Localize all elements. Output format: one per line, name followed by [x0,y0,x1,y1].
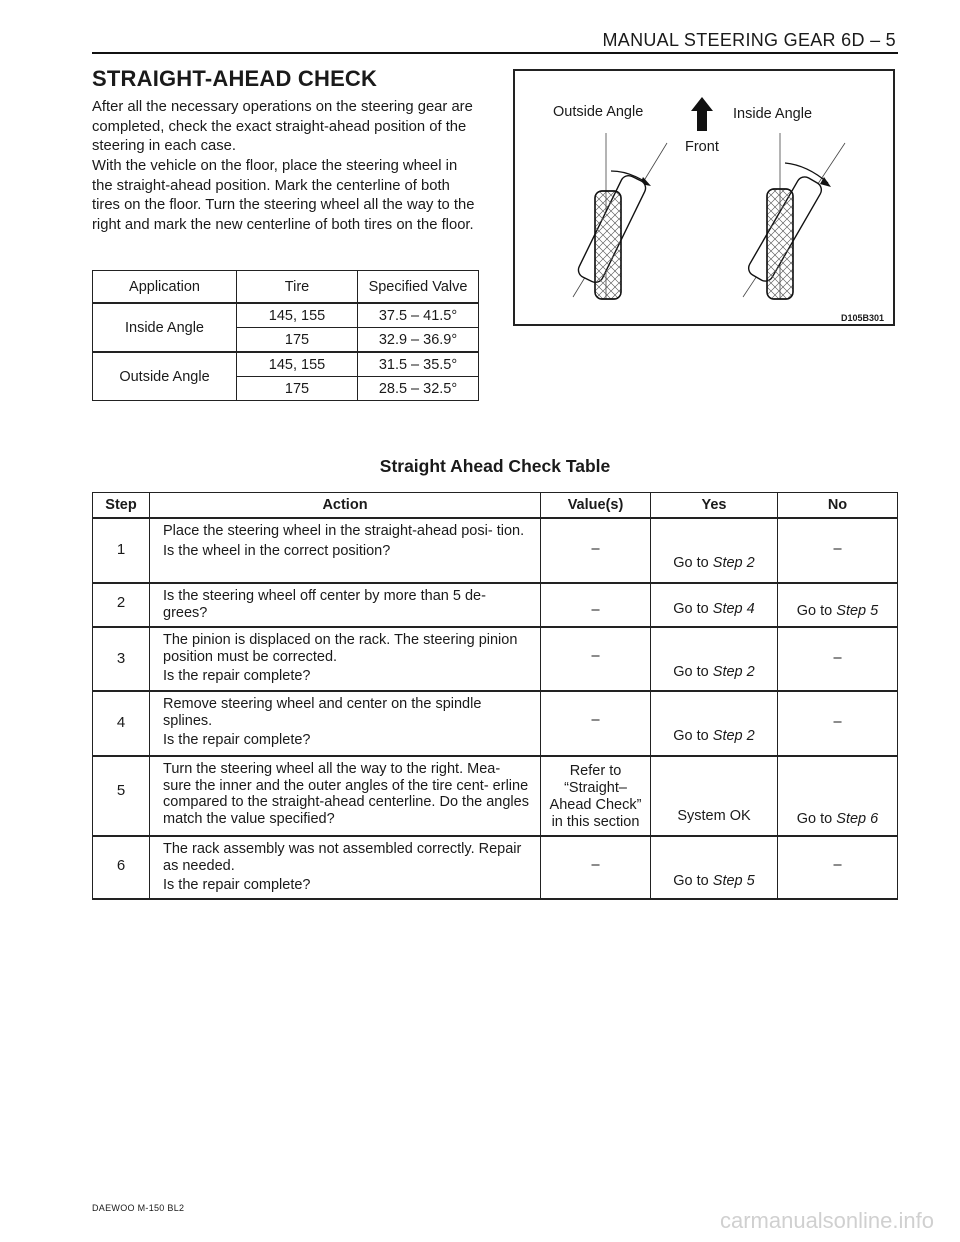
action-cell [150,691,541,756]
no-cell [778,583,898,627]
value-text: – [591,648,600,664]
yes-cell [651,583,778,627]
action-question: Is the repair complete? [163,732,311,748]
spec-value: 28.5 – 32.5° [358,377,479,401]
spec-application-inside: Inside Angle [93,303,237,352]
no-cell [778,836,898,899]
table-row [93,756,898,836]
action-question: Is the wheel in the correct position? [163,542,391,559]
action-question: Is the repair complete? [163,668,311,684]
spec-application-outside: Outside Angle [93,352,237,401]
header-yes: Yes [651,493,778,519]
spec-row [93,352,479,377]
yes-prefix: Go to [673,728,713,744]
action-text: Place the steering wheel in the straight-ahead posi- tion. [163,523,525,539]
no-cell [778,756,898,836]
table-row [93,518,898,583]
no-step-link[interactable]: Step 6 [836,811,879,827]
spec-tire: 175 [237,377,358,401]
header-divider [92,52,898,54]
header-action: Action [150,493,541,519]
action-text: The pinion is displaced on the rack. The steering pinion position must be corrected. [163,632,518,665]
intro-paragraph: After all the necessary operations on the steering gear are completed, check the exact straight-ahead position of the steering in each case. [92,99,473,154]
action-text: Turn the steering wheel all the way to the right. Mea- sure the inner and the outer angles of the tire cent- erline compared to the straight-ahead centerline. Do the angles match the value specified? [163,761,529,827]
action-text: Remove steering wheel and center on the spindle splines. [163,696,482,729]
no-step: – [833,541,842,557]
step-number: 5 [116,782,126,799]
section-title: STRAIGHT-AHEAD CHECK [92,66,378,91]
inside-angle-label: Inside Angle [733,106,813,122]
values-cell [541,627,651,691]
action-cell [150,756,541,836]
procedure-paragraph: With the vehicle on the floor, place the steering wheel in the straight-ahead position. Mark the centerline of both tires on the floor. Turn the steering wheel all the way to the right and mark the new centerline of both tires on the floor. [92,158,475,233]
spec-tire: 175 [237,328,358,353]
values-cell [541,691,651,756]
value-text: – [591,712,600,728]
yes-step-link[interactable]: Step 2 [712,555,755,571]
no-step: – [833,857,842,873]
yes-prefix: Go to [673,873,713,889]
action-cell [150,627,541,691]
yes-prefix: Go to [673,601,713,617]
spec-header-tire: Tire [237,271,358,304]
value-text: – [591,541,600,557]
table-row [93,583,898,627]
check-table-header [93,493,898,519]
inside-tire-graphic [743,133,845,299]
yes-step-link[interactable]: Step 2 [712,664,755,680]
table-row [93,836,898,899]
figure-code: D105B301 [841,313,885,323]
yes-text: System OK [677,808,751,824]
no-step-link[interactable]: Step 5 [836,603,879,619]
action-question: Is the repair complete? [163,877,311,893]
yes-cell [651,836,778,899]
no-step: – [833,650,842,666]
yes-step-link[interactable]: Step 5 [712,873,755,889]
yes-cell [651,518,778,583]
step-number: 4 [116,714,126,731]
step-number: 3 [116,650,126,667]
yes-step-link[interactable]: Step 4 [712,601,755,617]
spec-tire: 145, 155 [237,352,358,377]
front-arrow-icon [691,97,713,131]
action-text: The rack assembly was not assembled correctly. Repair as needed. [163,841,522,874]
no-step: – [833,714,842,730]
spec-tire: 145, 155 [237,303,358,328]
table-row [93,691,898,756]
value-text: – [591,857,600,873]
yes-prefix: Go to [673,664,713,680]
spec-value: 31.5 – 35.5° [358,352,479,377]
step-cell [93,836,150,899]
header-values: Value(s) [541,493,651,519]
tire-angle-diagram [515,71,895,326]
yes-prefix: Go to [673,555,713,571]
spec-header-application: Application [93,271,237,304]
header-step: Step [93,493,150,519]
step-number: 2 [116,594,126,611]
step-cell [93,518,150,583]
check-table-title: Straight Ahead Check Table [379,456,611,476]
no-cell [778,627,898,691]
step-number: 1 [116,541,126,558]
values-cell [541,756,651,836]
page-footer: DAEWOO M-150 BL2 [92,1203,185,1213]
yes-cell [651,691,778,756]
spec-value: 32.9 – 36.9° [358,328,479,353]
value-text: – [591,602,600,618]
spec-value: 37.5 – 41.5° [358,303,479,328]
step-cell [93,583,150,627]
specified-values-table [92,270,479,401]
values-cell [541,836,651,899]
outside-tire-graphic [573,133,667,299]
front-label: Front [685,139,719,155]
outside-angle-label: Outside Angle [553,104,644,120]
value-text: Refer to “Straight– Ahead Check” in this section [549,763,642,830]
yes-cell [651,627,778,691]
steering-angle-figure [513,69,895,326]
spec-row [93,303,479,328]
no-prefix: Go to [796,811,837,827]
action-text: Is the steering wheel off center by more than 5 de- grees? [163,588,486,621]
no-cell [778,691,898,756]
no-cell [778,518,898,583]
no-prefix: Go to [796,603,837,619]
action-cell [150,583,541,627]
action-cell [150,518,541,583]
yes-cell [651,756,778,836]
step-cell [93,691,150,756]
values-cell [541,583,651,627]
header-no: No [778,493,898,519]
yes-step-link[interactable]: Step 2 [712,728,755,744]
straight-ahead-check-table [92,492,898,900]
watermark: carmanualsonline.info [719,1208,934,1233]
step-cell [93,627,150,691]
spec-header-value: Specified Valve [358,271,479,304]
values-cell [541,518,651,583]
page-header-title: MANUAL STEERING GEAR 6D – 5 [602,30,896,50]
step-cell [93,756,150,836]
table-row [93,627,898,691]
spec-table-header [93,271,479,304]
step-number: 6 [116,857,126,874]
action-cell [150,836,541,899]
